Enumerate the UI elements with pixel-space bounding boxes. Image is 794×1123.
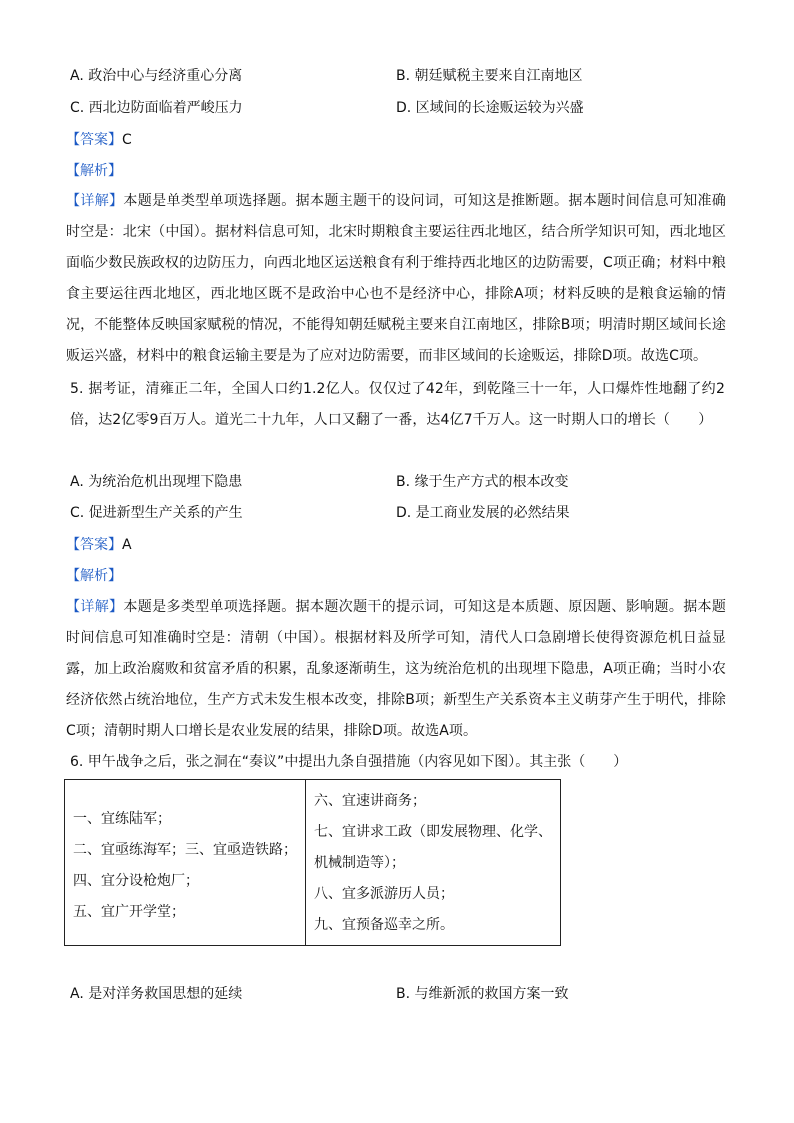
measure-item: 九、宜预备巡幸之所。 bbox=[314, 917, 454, 933]
q4-option-c: C. 西北边防面临着严峻压力 bbox=[70, 100, 243, 116]
q5-stem: 5. 据考证，清雍正二年，全国人口约1.2亿人。仅仅过了42年，到乾隆三十一年，人口爆炸性地翻了约2倍，达2亿零9百万人。道光二十九年，人口又翻了一番，达4亿7千万人。这一时期人口的增长（ ） bbox=[70, 381, 725, 428]
detail-text: 本题是多类型单项选择题。据本题次题干的提示词，可知这是本质题、原因题、影响题。据本题时间信息可知准确时空是：清朝（中国）。根据材料及所学可知，清代人口急剧增长使得资源危机日益显露，加上政治腐败和贫富矛盾的积累，乱象逐渐萌生，这为统治危机的出现埋下隐患，A项正确；当时小农经济依然占统治地位，生产方式未发生根本改变，排除B项；新型生产关系资本主义萌芽产生于明代，排除C项；清朝时期人口增长是农业发展的结果，排除D项。故选A项。 bbox=[66, 599, 726, 739]
q4-option-d: D. 区域间的长途贩运较为兴盛 bbox=[396, 100, 584, 116]
measure-item: 四、宜分设枪炮厂； bbox=[73, 873, 199, 889]
analysis-tag: 【解析】 bbox=[66, 163, 122, 179]
measure-item: 八、宜多派游历人员； bbox=[314, 886, 454, 902]
analysis-tag: 【解析】 bbox=[66, 568, 122, 584]
table-right-column bbox=[306, 780, 561, 946]
q4-option-b: B. 朝廷赋税主要来自江南地区 bbox=[396, 68, 583, 84]
q5-option-b: B. 缘于生产方式的根本改变 bbox=[396, 474, 569, 490]
answer-value: A bbox=[122, 537, 132, 553]
detail-tag: 【详解】 bbox=[66, 599, 124, 615]
measure-item: 二、宜亟练海军；三、宜亟造铁路； bbox=[73, 842, 297, 858]
measure-item: 一、宜练陆军； bbox=[73, 811, 171, 827]
q5-analysis-tag bbox=[66, 566, 122, 586]
measure-item: 五、宜广开学堂； bbox=[73, 904, 185, 920]
q5-detail bbox=[66, 592, 726, 747]
measure-item: 七、宜讲求工政（即发展物理、化学、 bbox=[314, 824, 552, 840]
answer-tag: 【答案】 bbox=[66, 132, 122, 148]
detail-text: 本题是单类型单项选择题。据本题主题干的设问词，可知这是推断题。据本题时间信息可知准确时空是：北宋（中国）。据材料信息可知，北宋时期粮食主要运往西北地区，结合所学知识可知，西北地区面临少数民族政权的边防压力，向西北地区运送粮食有利于维持西北地区的边防需要，C项正确；材料中粮食主要运往西北地区，西北地区既不是政治中心也不是经济中心，排除A项；材料反映的是粮食运输的情况，不能整体反映国家赋税的情况，不能得知朝廷赋税主要来自江南地区，排除B项；明清时期区域间长途贩运兴盛，材料中的粮食运输主要是为了应对边防需要，而非区域间的长途贩运，排除D项。故选C项。 bbox=[66, 193, 726, 364]
answer-value: C bbox=[122, 132, 132, 148]
reform-measures-table bbox=[64, 779, 561, 946]
detail-tag: 【详解】 bbox=[66, 193, 124, 209]
q6-option-a: A. 是对洋务救国思想的延续 bbox=[70, 986, 243, 1002]
table-left-column bbox=[65, 780, 306, 946]
measure-item: 机械制造等）； bbox=[314, 855, 405, 871]
q4-analysis-tag bbox=[66, 161, 122, 181]
q5-answer bbox=[66, 535, 132, 555]
q6-stem: 6. 甲午战争之后，张之洞在“奏议”中提出九条自强措施（内容见如下图）。其主张（ ） bbox=[70, 754, 628, 770]
q6-option-b: B. 与维新派的救国方案一致 bbox=[396, 986, 569, 1002]
q5-option-d: D. 是工商业发展的必然结果 bbox=[396, 505, 570, 521]
measure-item: 六、宜速讲商务； bbox=[314, 793, 426, 809]
q4-answer bbox=[66, 130, 132, 150]
q4-option-a: A. 政治中心与经济重心分离 bbox=[70, 68, 243, 84]
q5-option-c: C. 促进新型生产关系的产生 bbox=[70, 505, 243, 521]
q4-detail bbox=[66, 186, 726, 372]
answer-tag: 【答案】 bbox=[66, 537, 122, 553]
q5-option-a: A. 为统治危机出现埋下隐患 bbox=[70, 474, 243, 490]
